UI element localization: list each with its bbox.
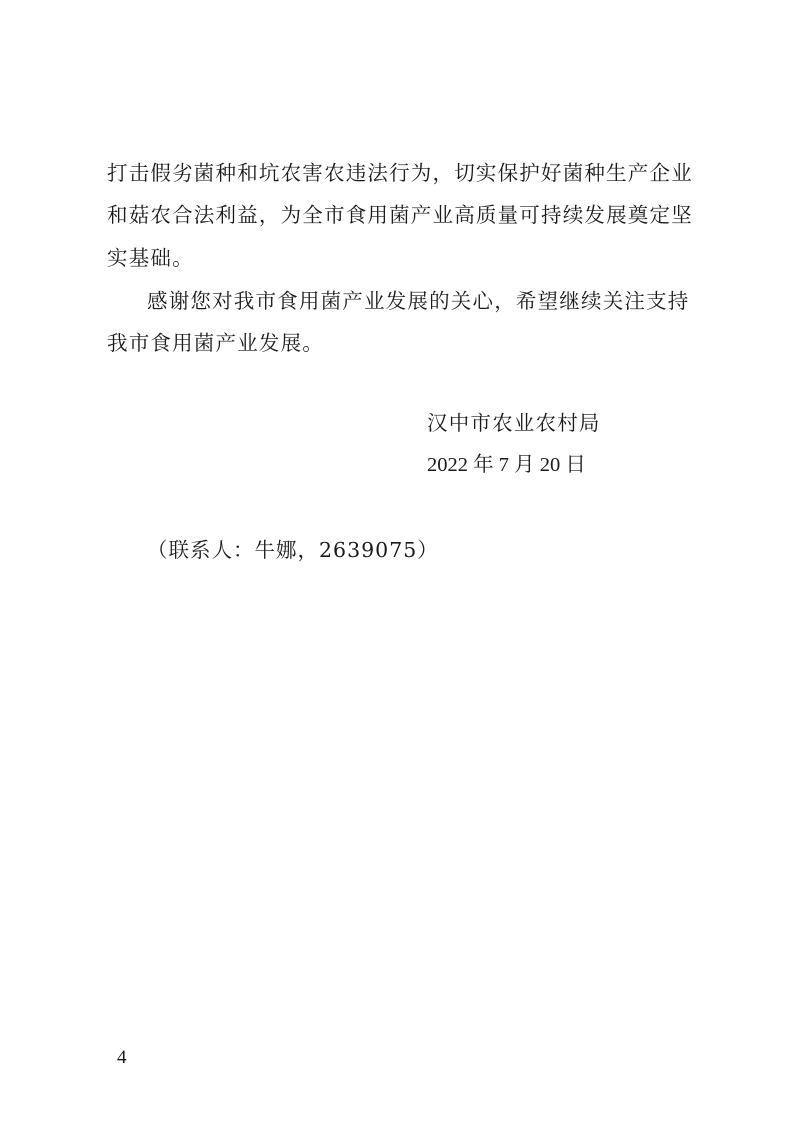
page-number: 4: [117, 1047, 127, 1068]
contact-info: （联系人：牛娜，2639075）: [147, 538, 439, 562]
body-line-4: 感谢您对我市食用菌产业发展的关心，希望继续关注支持: [147, 289, 690, 313]
body-line-2: 和菇农合法利益，为全市食用菌产业高质量可持续发展奠定坚: [107, 203, 693, 227]
body-line-3: 实基础。: [107, 246, 194, 270]
signature-organization: 汉中市农业农村局: [427, 411, 601, 435]
body-line-1: 打击假劣菌种和坑农害农违法行为，切实保护好菌种生产企业: [107, 161, 693, 185]
signature-date: 2022 年 7 月 20 日: [427, 454, 586, 476]
body-line-5: 我市食用菌产业发展。: [107, 331, 324, 355]
